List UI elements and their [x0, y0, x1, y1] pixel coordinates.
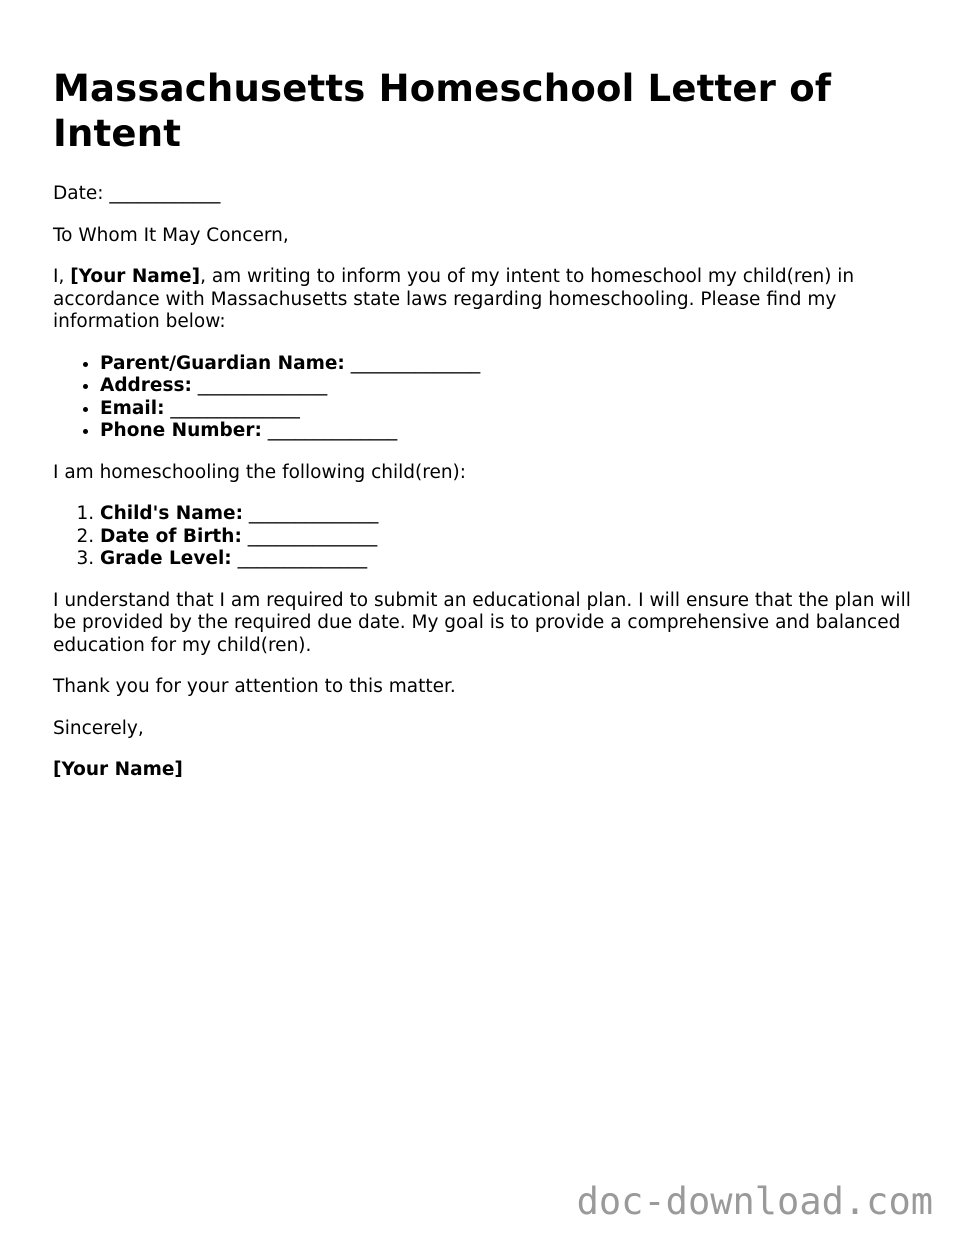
signature-placeholder: [Your Name]	[53, 759, 183, 780]
intro-name-placeholder: [Your Name]	[70, 266, 201, 287]
closing-line: Sincerely,	[53, 717, 144, 739]
watermark: doc-download.com	[576, 1180, 933, 1223]
list-item-date-of-birth	[100, 526, 913, 549]
address-blank: ______________	[191, 375, 328, 396]
date-of-birth-blank: ______________	[241, 525, 378, 547]
child-name-label: Child's Name:	[100, 503, 243, 524]
parent-info-list	[53, 353, 913, 443]
parent-name-label: Parent/Guardian Name:	[100, 352, 345, 374]
date-of-birth-label: Date of Birth:	[100, 525, 242, 547]
address-label: Address:	[100, 375, 192, 396]
child-info-list	[53, 503, 913, 571]
list-item-phone	[100, 420, 913, 443]
children-intro: I am homeschooling the following child(ren):	[53, 461, 467, 483]
email-label: Email:	[100, 397, 165, 419]
grade-level-blank: ______________	[231, 548, 368, 569]
plan-paragraph: I understand that I am required to submit an educational plan. I will ensure that the plan will be provided by the required due date. My goal is to provide a comprehensive and balanced education for my child(ren).	[53, 589, 911, 656]
page-title: Massachusetts Homeschool Letter of Intent	[53, 67, 832, 155]
parent-name-blank: ______________	[344, 352, 481, 374]
salutation: To Whom It May Concern,	[53, 224, 289, 246]
intro-prefix: I,	[53, 266, 71, 287]
grade-level-label: Grade Level:	[100, 548, 232, 569]
thanks-line: Thank you for your attention to this matter.	[53, 676, 456, 697]
date-line: Date: ____________	[53, 183, 221, 204]
phone-label: Phone Number:	[100, 420, 262, 441]
list-item-parent-name	[100, 353, 913, 376]
phone-blank: ______________	[261, 420, 398, 441]
letter-document	[53, 66, 913, 782]
list-item-grade-level	[100, 548, 913, 571]
child-name-blank: ______________	[242, 503, 379, 524]
list-item-child-name	[100, 503, 913, 526]
intro-paragraph	[53, 266, 913, 334]
email-blank: ______________	[164, 397, 300, 419]
intro-text: , am writing to inform you of my intent to homeschool my child(ren) in accordance with Massachusetts state laws regarding homeschooling. Please find my information below:	[53, 266, 855, 332]
list-item-email	[100, 398, 913, 421]
list-item-address	[100, 375, 913, 398]
